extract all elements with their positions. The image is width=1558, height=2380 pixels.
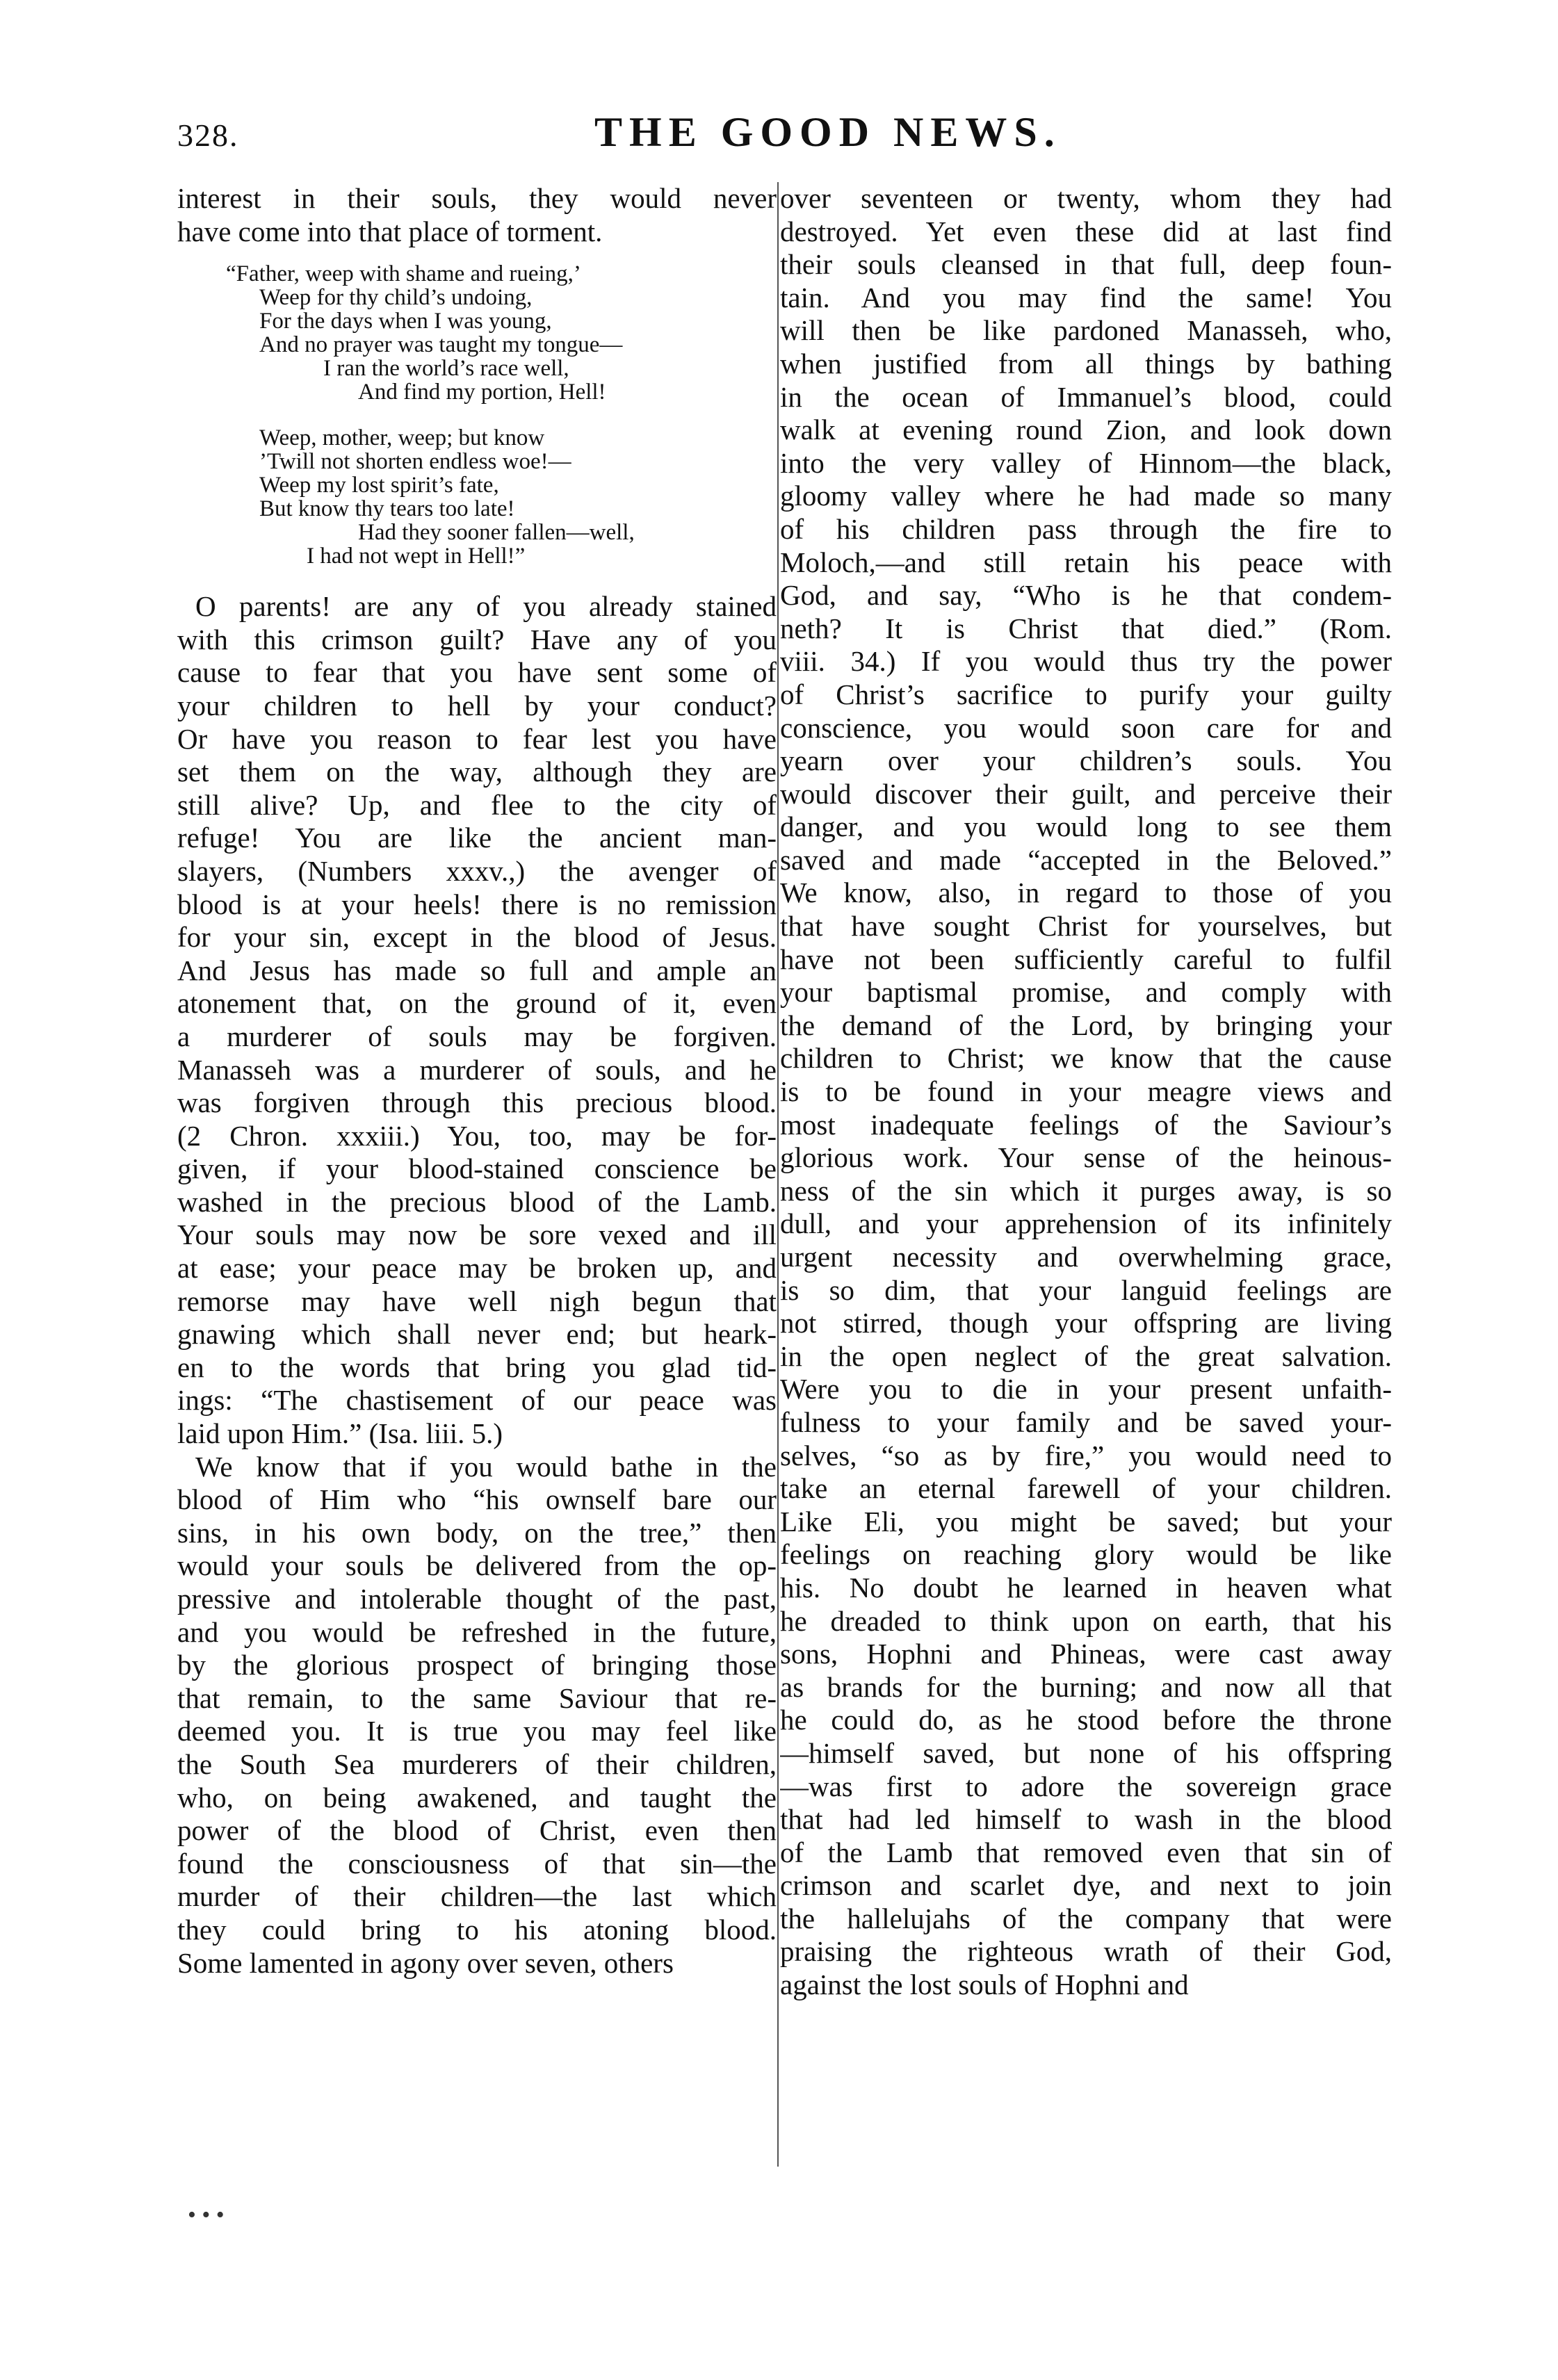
- text-line: that remain, to the same Saviour that re-: [177, 1681, 777, 1714]
- text-line: in the ocean of Immanuel’s blood, could: [780, 380, 1392, 413]
- text-line: fulness to your family and be saved your-: [780, 1405, 1392, 1438]
- text-line: O parents! are any of you already stained: [195, 590, 777, 623]
- text-line: not stirred, though your offspring are living: [780, 1307, 1392, 1339]
- text-line: destroyed. Yet even these did at last find: [780, 215, 1392, 247]
- text-line: atonement that, on the ground of it, even: [177, 987, 777, 1020]
- text-line: Were you to die in your present unfaith-: [780, 1373, 1392, 1405]
- text-line: refuge! You are like the ancient man-: [177, 822, 777, 854]
- text-line: dull, and your apprehension of its infinitely: [780, 1207, 1392, 1240]
- text-line: that have sought Christ for yourselves, but: [780, 910, 1392, 943]
- text-line: his. No doubt he learned in heaven what: [780, 1571, 1392, 1604]
- text-line: he could do, as he stood before the throne: [780, 1704, 1392, 1736]
- text-line: when justified from all things by bathing: [780, 347, 1392, 380]
- text-line: glorious work. Your sense of the heinous-: [780, 1141, 1392, 1174]
- text-line: take an eternal farewell of your children.: [780, 1472, 1392, 1505]
- text-line: is to be found in your meagre views and: [780, 1075, 1392, 1108]
- text-line: blood is at your heels! there is no remission: [177, 888, 777, 920]
- poem-line: Weep for thy child’s undoing,: [259, 285, 533, 311]
- text-line: deemed you. It is true you may feel like: [177, 1715, 777, 1747]
- text-line: their souls cleansed in that full, deep foun-: [780, 248, 1392, 281]
- text-line: the South Sea murderers of their children,: [177, 1747, 777, 1780]
- running-title: THE GOOD NEWS.: [594, 109, 1062, 155]
- text-line: cause to fear that you have sent some of: [177, 656, 777, 689]
- poem: [177, 262, 777, 568]
- left-column-opening: [177, 182, 777, 248]
- text-line: is so dim, that your languid feelings are: [780, 1273, 1392, 1306]
- text-line: will then be like pardoned Manasseh, who,: [780, 314, 1392, 347]
- poem-line: And no prayer was taught my tongue—: [259, 332, 623, 358]
- text-line: conscience, you would soon care for and: [780, 711, 1392, 744]
- right-column: [780, 182, 1392, 2002]
- text-line: viii. 34.) If you would thus try the power: [780, 645, 1392, 678]
- text-line: who, on being awakened, and taught the: [177, 1781, 777, 1813]
- text-line: your children to hell by your conduct?: [177, 689, 777, 722]
- page-header: [177, 104, 1401, 167]
- text-line: Your souls may now be sore vexed and ill: [177, 1218, 777, 1251]
- text-line: remorse may have well nigh begun that: [177, 1285, 777, 1317]
- text-line: most inadequate feelings of the Saviour’s: [780, 1108, 1392, 1141]
- text-line: pressive and intolerable thought of the past,: [177, 1583, 777, 1615]
- text-line: as brands for the burning; and now all that: [780, 1670, 1392, 1703]
- text-line: gloomy valley where he had made so many: [780, 480, 1392, 512]
- text-line: power of the blood of Christ, even then: [177, 1814, 777, 1847]
- text-line: blood of Him who “his ownself bare our: [177, 1483, 777, 1516]
- text-line: selves, “so as by fire,” you would need to: [780, 1439, 1392, 1472]
- poem-line: Weep, mother, weep; but know: [259, 425, 545, 451]
- right-column-body: [780, 182, 1392, 2002]
- text-line: have come into that place of torment.: [177, 215, 603, 247]
- text-line: have not been sufficiently careful to fulfil: [780, 943, 1392, 975]
- text-line: sons, Hophni and Phineas, were cast away: [780, 1638, 1392, 1670]
- text-line: at ease; your peace may be broken up, and: [177, 1252, 777, 1285]
- text-line: sins, in his own body, on the tree,” then: [177, 1516, 777, 1549]
- poem-line: And find my portion, Hell!: [358, 380, 606, 405]
- text-line: walk at evening round Zion, and look down: [780, 414, 1392, 446]
- text-line: ness of the sin which it purges away, is so: [780, 1174, 1392, 1207]
- poem-line: I ran the world’s race well,: [323, 356, 569, 382]
- text-line: God, and say, “Who is he that condem-: [780, 579, 1392, 612]
- text-line: Or have you reason to fear lest you have: [177, 722, 777, 755]
- text-line: with this crimson guilt? Have any of you: [177, 623, 777, 655]
- text-line: would discover their guilt, and perceive their: [780, 777, 1392, 810]
- text-line: saved and made “accepted in the Beloved.”: [780, 843, 1392, 876]
- text-line: washed in the precious blood of the Lamb.: [177, 1185, 777, 1218]
- text-line: of his children pass through the fire to: [780, 512, 1392, 545]
- text-line: of Christ’s sacrifice to purify your guilty: [780, 678, 1392, 710]
- text-line: by the glorious prospect of bringing those: [177, 1649, 777, 1681]
- text-line: would your souls be delivered from the op-: [177, 1549, 777, 1582]
- text-line: danger, and you would long to see them: [780, 810, 1392, 843]
- text-line: interest in their souls, they would never: [177, 182, 777, 214]
- text-line: and you would be refreshed in the future,: [177, 1615, 777, 1648]
- left-column: [177, 182, 777, 1980]
- text-line: the hallelujahs of the company that were: [780, 1902, 1392, 1934]
- poem-line: I had not wept in Hell!”: [307, 544, 526, 569]
- text-line: (2 Chron. xxxiii.) You, too, may be for-: [177, 1119, 777, 1152]
- poem-stanza: [177, 262, 777, 404]
- text-line: feelings on reaching glory would be like: [780, 1538, 1392, 1571]
- footer-mark: • • •: [188, 2202, 225, 2228]
- poem-line: Weep my lost spirit’s fate,: [259, 473, 499, 498]
- text-line: found the consciousness of that sin—the: [177, 1847, 777, 1880]
- text-line: gnawing which shall never end; but heark-: [177, 1318, 777, 1351]
- poem-line: Had they sooner fallen—well,: [358, 520, 635, 546]
- text-line: set them on the way, although they are: [177, 756, 777, 788]
- text-line: ings: “The chastisement of our peace was: [177, 1384, 777, 1417]
- poem-line: But know thy tears too late!: [259, 496, 515, 522]
- text-line: for your sin, except in the blood of Jesus.: [177, 921, 777, 954]
- text-line: your baptismal promise, and comply with: [780, 976, 1392, 1009]
- text-line: Some lamented in agony over seven, others: [177, 1946, 674, 1979]
- text-line: murder of their children—the last which: [177, 1880, 777, 1913]
- text-line: crimson and scarlet dye, and next to join: [780, 1869, 1392, 1902]
- text-line: given, if your blood-stained conscience be: [177, 1152, 777, 1185]
- text-line: children to Christ; we know that the cause: [780, 1042, 1392, 1075]
- page-number: 328.: [177, 117, 239, 153]
- text-line: praising the righteous wrath of their God,: [780, 1935, 1392, 1968]
- column-divider: [777, 182, 779, 2167]
- text-line: was forgiven through this precious blood.: [177, 1086, 777, 1119]
- text-line: a murderer of souls may be forgiven.: [177, 1020, 777, 1052]
- poem-line: For the days when I was young,: [259, 309, 552, 334]
- poem-line: “Father, weep with shame and rueing,’: [226, 261, 581, 287]
- poem-line: ’Twill not shorten endless woe!—: [259, 449, 571, 475]
- text-line: We know that if you would bathe in the: [195, 1450, 777, 1483]
- text-line: still alive? Up, and flee to the city of: [177, 788, 777, 821]
- text-line: against the lost souls of Hophni and: [780, 1969, 1189, 2001]
- text-line: And Jesus has made so full and ample an: [177, 954, 777, 986]
- text-line: slayers, (Numbers xxxv.,) the avenger of: [177, 854, 777, 887]
- text-line: Like Eli, you might be saved; but your: [780, 1505, 1392, 1538]
- text-line: that had led himself to wash in the blood: [780, 1803, 1392, 1836]
- text-line: urgent necessity and overwhelming grace,: [780, 1241, 1392, 1273]
- text-line: in the open neglect of the great salvation.: [780, 1339, 1392, 1372]
- text-line: en to the words that bring you glad tid-: [177, 1351, 777, 1383]
- text-line: the demand of the Lord, by bringing your: [780, 1009, 1392, 1041]
- text-line: into the very valley of Hinnom—the black,: [780, 446, 1392, 479]
- text-line: of the Lamb that removed even that sin of: [780, 1836, 1392, 1868]
- text-line: —himself saved, but none of his offspring: [780, 1736, 1392, 1769]
- text-line: yearn over your children’s souls. You: [780, 744, 1392, 777]
- text-line: laid upon Him.” (Isa. liii. 5.): [177, 1417, 503, 1450]
- text-line: tain. And you may find the same! You: [780, 281, 1392, 313]
- text-line: he dreaded to think upon on earth, that his: [780, 1604, 1392, 1637]
- text-line: Manasseh was a murderer of souls, and he: [177, 1053, 777, 1086]
- text-line: neth? It is Christ that died.” (Rom.: [780, 612, 1392, 644]
- text-line: they could bring to his atoning blood.: [177, 1913, 777, 1946]
- text-line: We know, also, in regard to those of you: [780, 877, 1392, 909]
- left-column-body: [177, 590, 777, 1980]
- text-line: over seventeen or twenty, whom they had: [780, 182, 1392, 214]
- text-line: —was first to adore the sovereign grace: [780, 1770, 1392, 1802]
- text-line: Moloch,—and still retain his peace with: [780, 546, 1392, 578]
- poem-stanza: [177, 426, 777, 568]
